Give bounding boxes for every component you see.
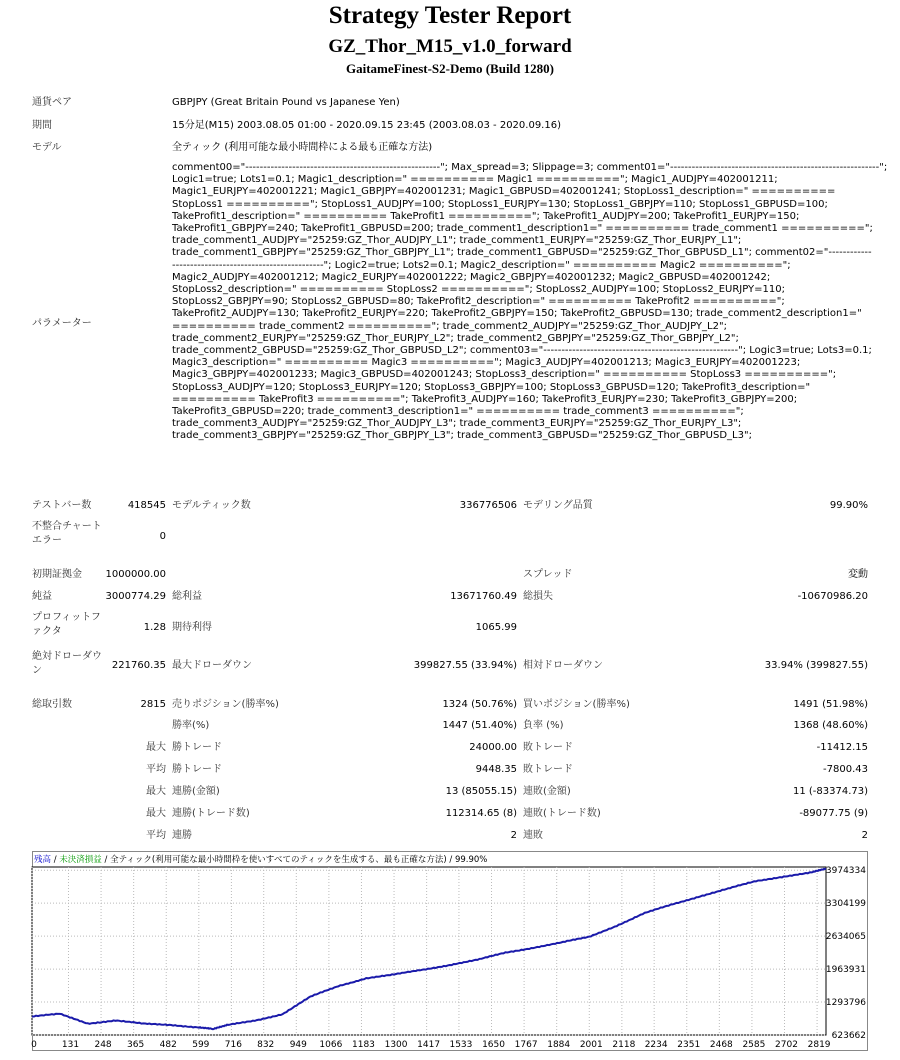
trades-value: 2815 <box>140 699 166 710</box>
param-line: trade_comment3_GBPJPY="25259:GZ_Thor_GBPJPY_L3"; trade_comment3_GBPUSD="25259:GZ_Thor_GBPUSD_L3"; <box>172 430 752 442</box>
param-line: TakeProfit1_description=" ========== TakeProfit1 =========="; TakeProfit1_AUDJPY=200; TakeProfit1_EURJPY=150; <box>172 210 800 222</box>
x-tick-label: 482 <box>159 1040 177 1050</box>
short-label: 売りポジション(勝率%) <box>172 699 279 710</box>
y-tick-label: 3974334 <box>825 866 866 877</box>
param-line: Magic3_GBPJPY=402001233; Magic3_GBPUSD=402001243; StopLoss3_description=" ========== StopLoss3 =========="; <box>172 369 837 381</box>
report-title: Strategy Tester Report <box>328 2 572 29</box>
loss-label: 負率 (%) <box>523 720 564 731</box>
symbol-label: 通貨ペア <box>32 97 72 108</box>
avg-loss-label: 敗トレード <box>523 764 573 775</box>
consec-wins-amt-label: 連勝(金額) <box>172 786 220 797</box>
consec-loss-amt-value: 11 (-83374.73) <box>792 786 868 797</box>
params-label: パラメーター <box>32 318 92 329</box>
x-tick-label: 365 <box>127 1040 145 1050</box>
param-line: ========== TakeProfit3 =========="; TakeProfit3_AUDJPY=160; TakeProfit3_EURJPY=230; TakeProfit3_GBPJPY=200; <box>172 393 798 405</box>
report-server: GaitameFinest-S2-Demo (Build 1280) <box>346 61 554 76</box>
net-label: 純益 <box>32 591 52 602</box>
x-tick-label: 2585 <box>742 1040 766 1050</box>
max-win-label: 勝トレード <box>172 742 222 753</box>
param-line: comment00="------------------------------------------------------"; Max_spread=3; Slippage=3; comment01="----------------------------------------------------------"; <box>172 162 888 173</box>
spread-label: スプレッド <box>523 569 573 580</box>
pf-value: 1.28 <box>143 622 166 633</box>
plot-area <box>32 867 826 1035</box>
param-line: StopLoss2_GBPJPY=90; StopLoss2_GBPUSD=80; TakeProfit2_description=" ========== TakeProfit2 =========="; <box>172 296 785 308</box>
param-line: StopLoss1 =========="; StopLoss1_AUDJPY=100; StopLoss1_EURJPY=130; StopLoss1_GBPJPY=110; StopLoss1_GBPUSD=100; <box>172 198 828 210</box>
x-tick-label: 1300 <box>384 1040 408 1050</box>
y-tick-label: 623662 <box>831 1031 866 1041</box>
trades-label: 総取引数 <box>32 699 72 710</box>
consec-wins-cnt-label: 連勝(トレード数) <box>172 808 250 819</box>
param-line: trade_comment2_GBPUSD="25259:GZ_Thor_GBPUSD_L2"; comment03="------------------------------------------------------"; Logic3=true; Lots3=0.1; <box>172 345 872 357</box>
model-value: 全ティック (利用可能な最小時間枠による最も正確な方法) <box>172 142 433 153</box>
avg-consec-win-value: 2 <box>510 830 517 841</box>
x-tick-label: 832 <box>257 1040 275 1050</box>
mismatch-label: 不整合チャートエラー <box>32 521 102 546</box>
x-tick-label: 949 <box>289 1040 307 1050</box>
abs-dd-value: 221760.35 <box>111 660 166 671</box>
ticks-label: モデルティック数 <box>172 500 251 511</box>
report-subtitle: GZ_Thor_M15_v1.0_forward <box>328 36 572 57</box>
x-tick-label: 1767 <box>514 1040 538 1050</box>
gross-profit-label: 総利益 <box>172 591 202 602</box>
deposit-value: 1000000.00 <box>105 569 166 580</box>
param-line: Magic3_description=" ========== Magic3 =========="; Magic3_AUDJPY=402001213; Magic3_EURJPY=402001223; <box>172 357 801 369</box>
param-line: trade_comment2_EURJPY="25259:GZ_Thor_EURJPY_L2"; trade_comment2_GBPJPY="25259:GZ_Thor_GBPJPY_L2"; <box>172 332 739 344</box>
param-line: Logic1=true; Lots1=0.1; Magic1_description=" ========== Magic1 =========="; Magic1_AUDJPY=402001211; <box>172 174 778 186</box>
param-line: StopLoss2_description=" ========== StopLoss2 =========="; StopLoss2_AUDJPY=100; StopLoss2_EURJPY=110; <box>172 284 785 296</box>
quality-value: 99.90% <box>829 500 868 511</box>
x-tick-label: 248 <box>94 1040 112 1050</box>
consec-loss-amt-label: 連敗(金額) <box>523 786 571 797</box>
model-label: モデル <box>32 142 62 153</box>
param-line: Magic1_EURJPY=402001221; Magic1_GBPJPY=402001231; Magic1_GBPUSD=402001241; StopLoss1_description=" ========== <box>172 186 836 198</box>
max-loss-value: -11412.15 <box>816 742 868 753</box>
param-line: ========== trade_comment2 =========="; trade_comment2_AUDJPY="25259:GZ_Thor_AUDJPY_L2"; <box>172 320 727 332</box>
period-label: 期間 <box>32 120 52 131</box>
param-line: trade_comment1_GBPJPY="25259:GZ_Thor_GBPJPY_L1"; trade_comment1_GBPUSD="25259:GZ_Thor_GBPUSD_L1"; comment02="------------ <box>172 247 872 259</box>
expected-label: 期待利得 <box>172 622 212 633</box>
pf-label: プロフィットファクタ <box>32 612 101 637</box>
consec-loss-cnt-value: -89077.75 (9) <box>799 808 868 819</box>
avg-label-2: 平均 <box>146 830 166 841</box>
abs-dd-label: 絶対ドローダウン <box>32 651 102 676</box>
avg-consec-loss-value: 2 <box>861 830 868 841</box>
x-tick-label: 1650 <box>482 1040 505 1050</box>
bars-label: テストバー数 <box>32 500 92 511</box>
deposit-label: 初期証拠金 <box>32 569 82 580</box>
param-line: Magic2_AUDJPY=402001212; Magic2_EURJPY=402001222; Magic2_GBPJPY=402001232; Magic2_GBPUSD=402001242; <box>172 271 771 283</box>
params-block <box>172 162 888 443</box>
y-tick-label: 3304199 <box>825 899 866 910</box>
win-value: 1447 (51.40%) <box>442 720 517 731</box>
x-tick-label: 716 <box>224 1040 242 1050</box>
consec-wins-amt-value: 13 (85055.15) <box>445 786 517 797</box>
max-dd-value: 399827.55 (33.94%) <box>413 660 517 671</box>
max-label-2: 最大 <box>146 786 166 797</box>
x-tick-label: 2819 <box>807 1040 831 1050</box>
x-tick-label: 0 <box>31 1040 37 1050</box>
net-value: 3000774.29 <box>105 591 166 602</box>
legend-part: 未決済損益 <box>59 855 102 865</box>
avg-consec-win-label: 連勝 <box>172 830 192 841</box>
consec-wins-cnt-value: 112314.65 (8) <box>445 808 517 819</box>
y-tick-label: 1293796 <box>825 998 866 1009</box>
max-label-3: 最大 <box>146 808 166 819</box>
param-line: ------------------------------------------"; Logic2=true; Lots2=0.1; Magic2_description=" ========== Magic2 =========="; <box>172 259 791 271</box>
x-tick-label: 1417 <box>417 1040 441 1050</box>
balance-chart <box>32 851 868 1051</box>
ticks-value: 336776506 <box>459 500 517 511</box>
x-tick-label: 2351 <box>677 1040 701 1050</box>
max-dd-label: 最大ドローダウン <box>172 660 252 671</box>
x-tick-label: 1066 <box>319 1040 343 1050</box>
gross-loss-value: -10670986.20 <box>797 591 868 602</box>
mismatch-value: 0 <box>159 531 166 542</box>
param-line: TakeProfit2_AUDJPY=130; TakeProfit2_EURJPY=220; TakeProfit2_GBPJPY=150; TakeProfit2_GBPUSD=130; trade_comment2_description1=" <box>172 308 862 320</box>
chart-legend <box>34 854 487 865</box>
avg-consec-loss-label: 連敗 <box>523 830 543 841</box>
param-line: trade_comment1_AUDJPY="25259:GZ_Thor_AUDJPY_L1"; trade_comment1_EURJPY="25259:GZ_Thor_EURJPY_L1"; <box>172 235 742 247</box>
param-line: StopLoss3_AUDJPY=120; StopLoss3_EURJPY=120; StopLoss3_GBPJPY=100; StopLoss3_GBPUSD=120; TakeProfit3_description=" <box>172 381 811 393</box>
x-tick-label: 2001 <box>579 1040 603 1050</box>
x-tick-label: 1533 <box>449 1040 473 1050</box>
x-tick-label: 131 <box>61 1040 80 1050</box>
x-tick-label: 2118 <box>612 1040 636 1050</box>
x-tick-label: 2468 <box>709 1040 733 1050</box>
x-tick-label: 2234 <box>644 1040 668 1050</box>
rel-dd-label: 相対ドローダウン <box>523 660 603 671</box>
param-line: TakeProfit3_GBPUSD=220; trade_comment3_description1=" ========== trade_comment3 =========="; <box>172 406 744 418</box>
period-value: 15分足(M15) 2003.08.05 01:00 - 2020.09.15 23:45 (2003.08.03 - 2020.09.16) <box>172 120 561 131</box>
avg-win-label: 勝トレード <box>172 764 222 775</box>
gross-profit-value: 13671760.49 <box>450 591 517 602</box>
gross-loss-label: 総損失 <box>523 591 553 602</box>
legend-part: / <box>51 855 60 865</box>
long-label: 買いポジション(勝率%) <box>523 699 630 710</box>
legend-part: 残高 <box>34 855 52 865</box>
bars-value: 418545 <box>127 500 166 511</box>
expected-value: 1065.99 <box>475 622 517 633</box>
max-win-value: 24000.00 <box>469 742 517 753</box>
consec-loss-cnt-label: 連敗(トレード数) <box>523 808 601 819</box>
spread-value: 変動 <box>848 569 868 580</box>
y-tick-label: 2634065 <box>825 932 866 943</box>
long-value: 1491 (51.98%) <box>793 699 868 710</box>
x-tick-label: 2702 <box>775 1040 798 1050</box>
symbol-value: GBPJPY (Great Britain Pound vs Japanese Yen) <box>172 97 400 108</box>
x-tick-label: 599 <box>192 1040 210 1050</box>
short-value: 1324 (50.76%) <box>442 699 517 710</box>
max-loss-label: 敗トレード <box>523 742 573 753</box>
win-label: 勝率(%) <box>172 720 210 731</box>
rel-dd-value: 33.94% (399827.55) <box>764 660 868 671</box>
param-line: TakeProfit1_GBPJPY=240; TakeProfit1_GBPUSD=200; trade_comment1_description1=" ========== trade_comment1 =========="; <box>172 223 873 235</box>
param-line: trade_comment3_AUDJPY="25259:GZ_Thor_AUDJPY_L3"; trade_comment3_EURJPY="25259:GZ_Thor_EURJPY_L3"; <box>172 418 742 430</box>
x-tick-label: 1884 <box>547 1040 571 1050</box>
max-label-1: 最大 <box>146 742 166 753</box>
quality-label: モデリング品質 <box>523 500 593 511</box>
loss-value: 1368 (48.60%) <box>793 720 868 731</box>
avg-win-value: 9448.35 <box>475 764 517 775</box>
avg-label-1: 平均 <box>146 764 166 775</box>
avg-loss-value: -7800.43 <box>823 764 868 775</box>
x-tick-label: 1183 <box>352 1040 375 1050</box>
y-tick-label: 1963931 <box>825 965 866 976</box>
legend-part: / 全ティック(利用可能な最小時間枠を使いすべてのティックを生成する、最も正確な方法) / 99.90% <box>101 855 488 865</box>
